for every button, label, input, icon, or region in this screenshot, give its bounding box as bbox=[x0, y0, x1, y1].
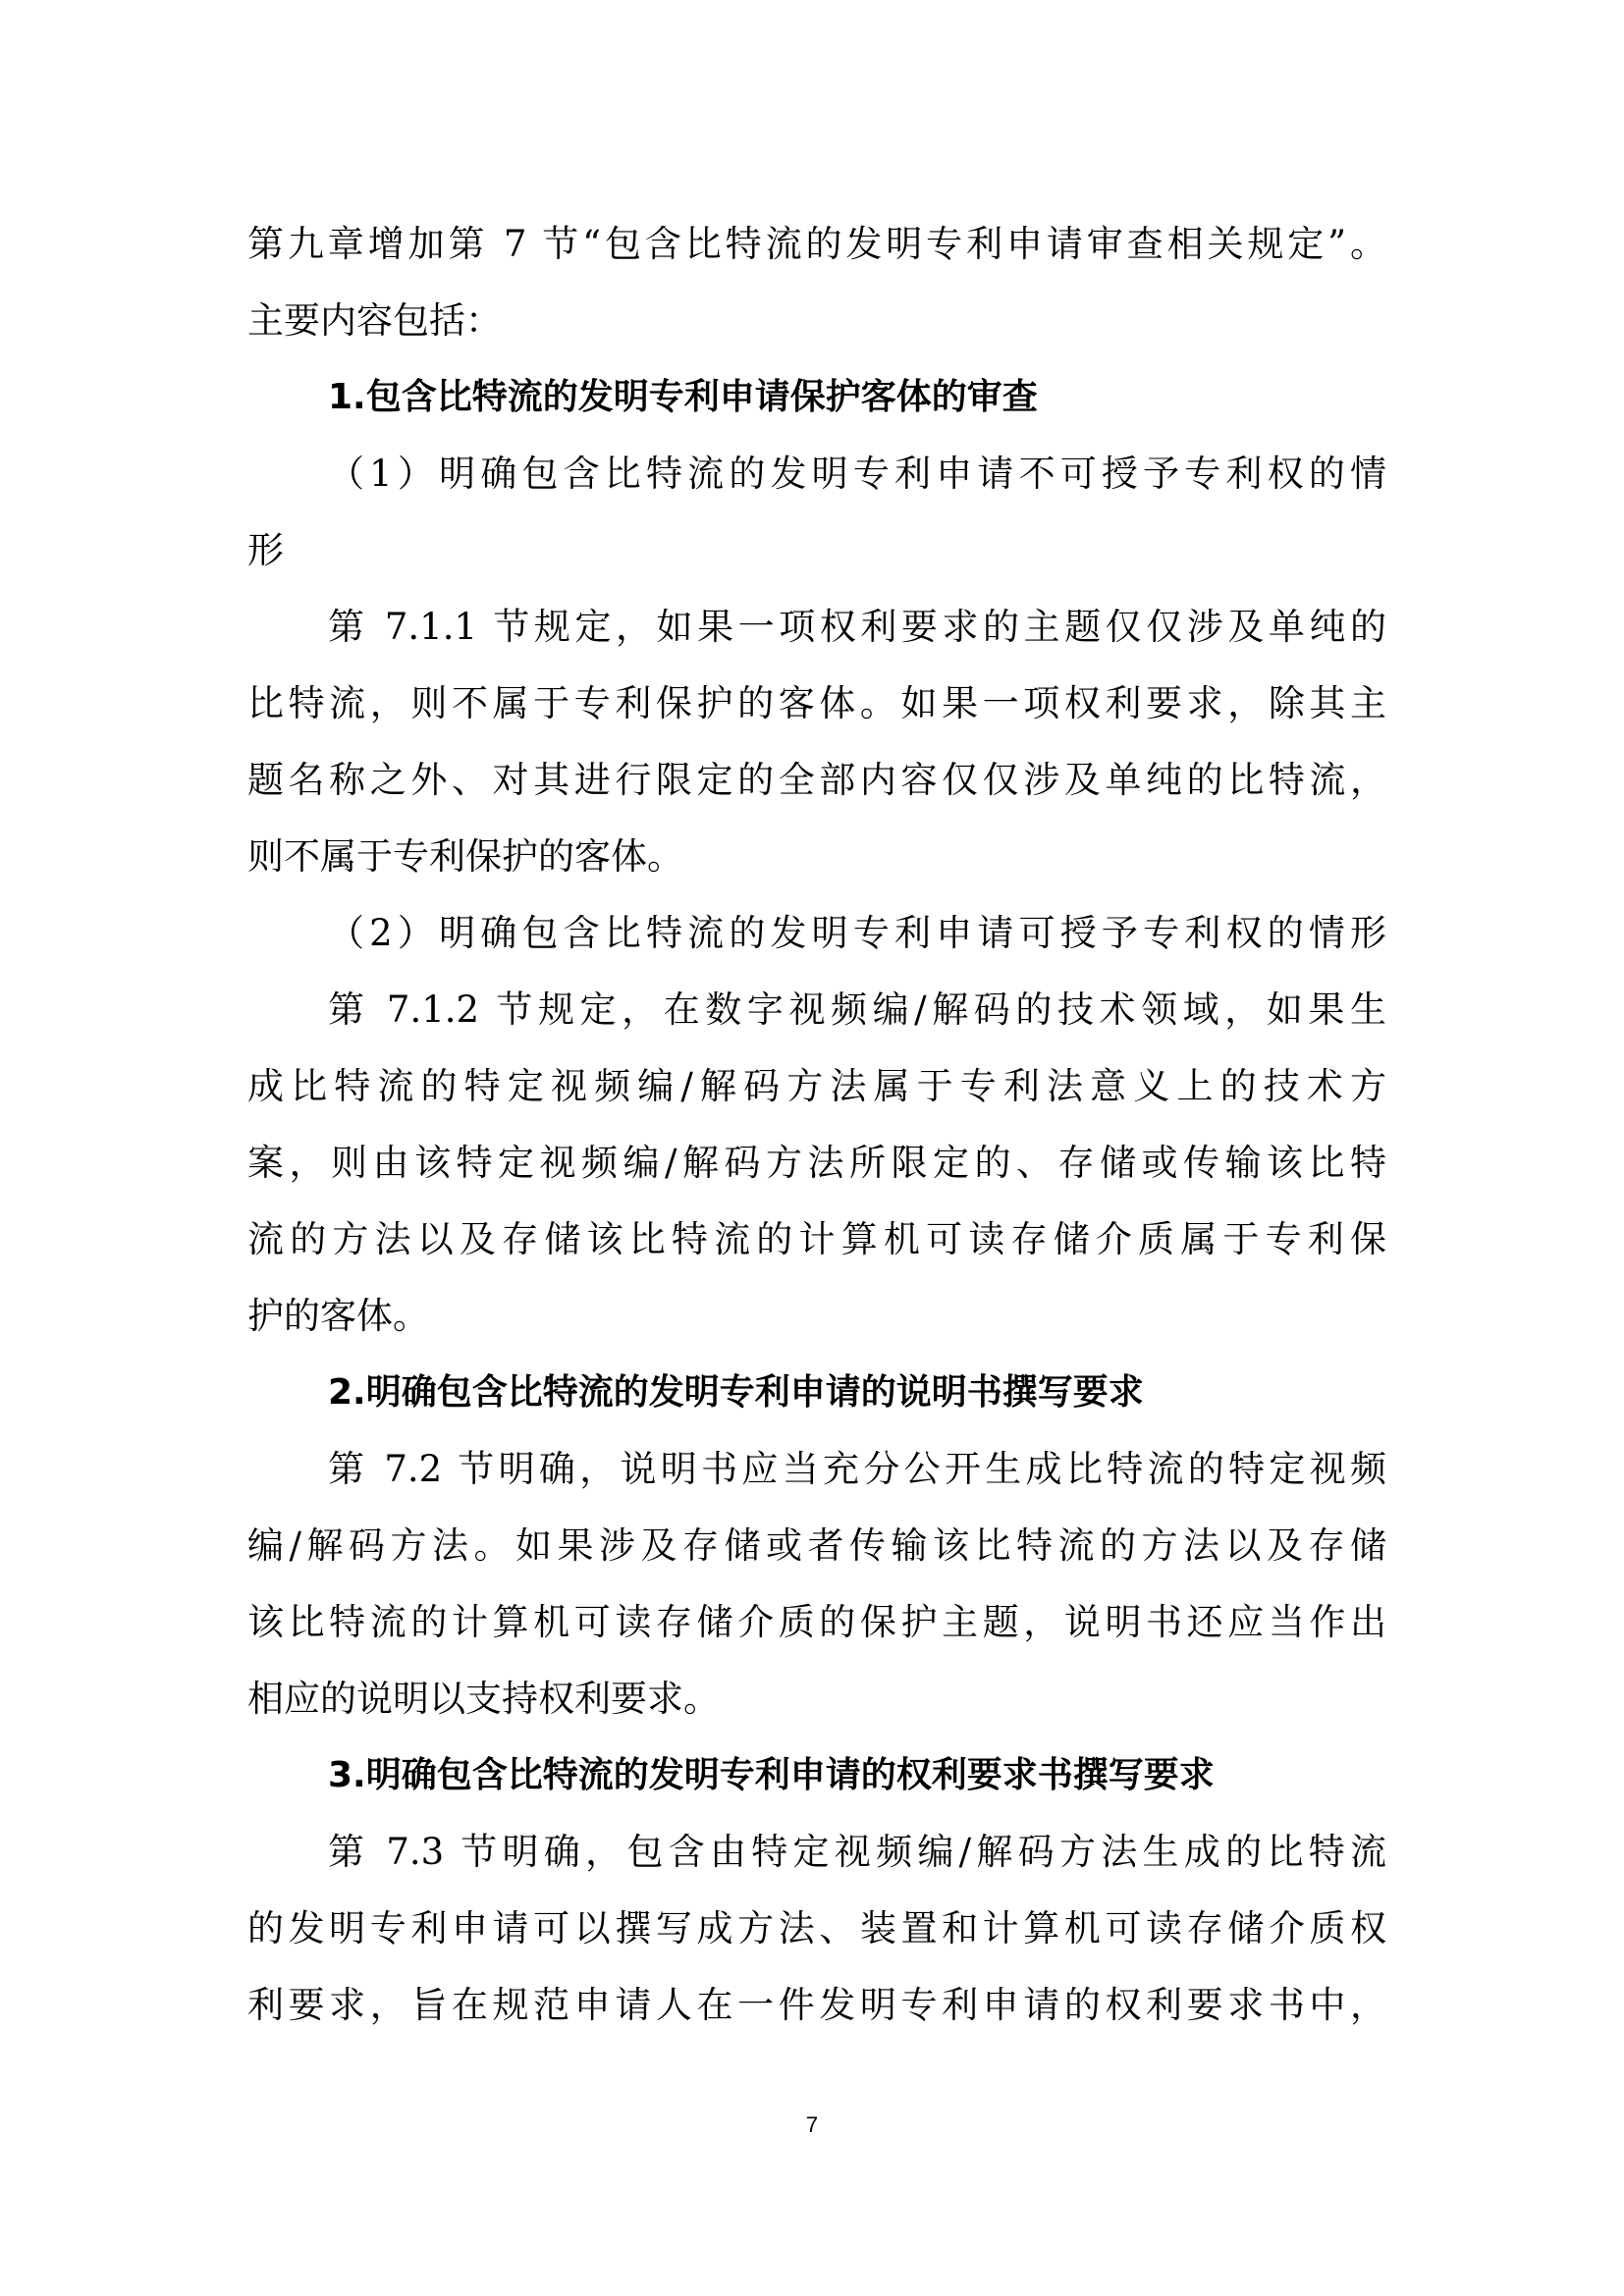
body-text-line: 护的客体。 bbox=[247, 1295, 429, 1337]
body-text-line: 题名称之外、对其进行限定的全部内容仅仅涉及单纯的比特流， bbox=[247, 759, 1386, 801]
subsection-heading: （1）明确包含比特流的发明专利申请不可授予专利权的情 bbox=[328, 453, 1386, 495]
body-text-line: 该比特流的计算机可读存储介质的保护主题，说明书还应当作出 bbox=[247, 1601, 1386, 1643]
body-text-line: 第 7.1.1 节规定，如果一项权利要求的主题仅仅涉及单纯的 bbox=[328, 606, 1386, 648]
body-text-line: 流的方法以及存储该比特流的计算机可读存储介质属于专利保 bbox=[247, 1218, 1386, 1260]
section-heading-3: 3.明确包含比特流的发明专利申请的权利要求书撰写要求 bbox=[328, 1755, 1215, 1795]
body-text-line: 的发明专利申请可以撰写成方法、装置和计算机可读存储介质权 bbox=[247, 1907, 1386, 1949]
body-text-line: 第 7.2 节明确，说明书应当充分公开生成比特流的特定视频 bbox=[328, 1448, 1386, 1490]
section-heading-1: 1.包含比特流的发明专利申请保护客体的审查 bbox=[328, 377, 1038, 417]
body-text-line: 相应的说明以支持权利要求。 bbox=[247, 1678, 720, 1720]
body-text-line: 第九章增加第 7 节“包含比特流的发明专利申请审查相关规定”。 bbox=[247, 223, 1386, 265]
body-text-line: 利要求，旨在规范申请人在一件发明专利申请的权利要求书中， bbox=[247, 1984, 1386, 2026]
body-text-line: 案，则由该特定视频编/解码方法所限定的、存储或传输该比特 bbox=[247, 1142, 1386, 1184]
subsection-heading: （2）明确包含比特流的发明专利申请可授予专利权的情形 bbox=[328, 912, 1386, 954]
body-text-line: 第 7.1.2 节规定，在数字视频编/解码的技术领域，如果生 bbox=[328, 988, 1386, 1031]
body-text-line: 比特流，则不属于专利保护的客体。如果一项权利要求，除其主 bbox=[247, 682, 1386, 724]
body-text-line: 主要内容包括： bbox=[247, 299, 502, 342]
body-text-line: 第 7.3 节明确，包含由特定视频编/解码方法生成的比特流 bbox=[328, 1831, 1386, 1873]
body-text-line: 则不属于专利保护的客体。 bbox=[247, 835, 683, 878]
page-number: 7 bbox=[805, 2112, 819, 2137]
body-text-line: 编/解码方法。如果涉及存储或者传输该比特流的方法以及存储 bbox=[247, 1524, 1386, 1567]
body-text-line: 形 bbox=[247, 529, 284, 571]
body-text-line: 成比特流的特定视频编/解码方法属于专利法意义上的技术方 bbox=[247, 1065, 1386, 1107]
section-heading-2: 2.明确包含比特流的发明专利申请的说明书撰写要求 bbox=[328, 1372, 1144, 1413]
